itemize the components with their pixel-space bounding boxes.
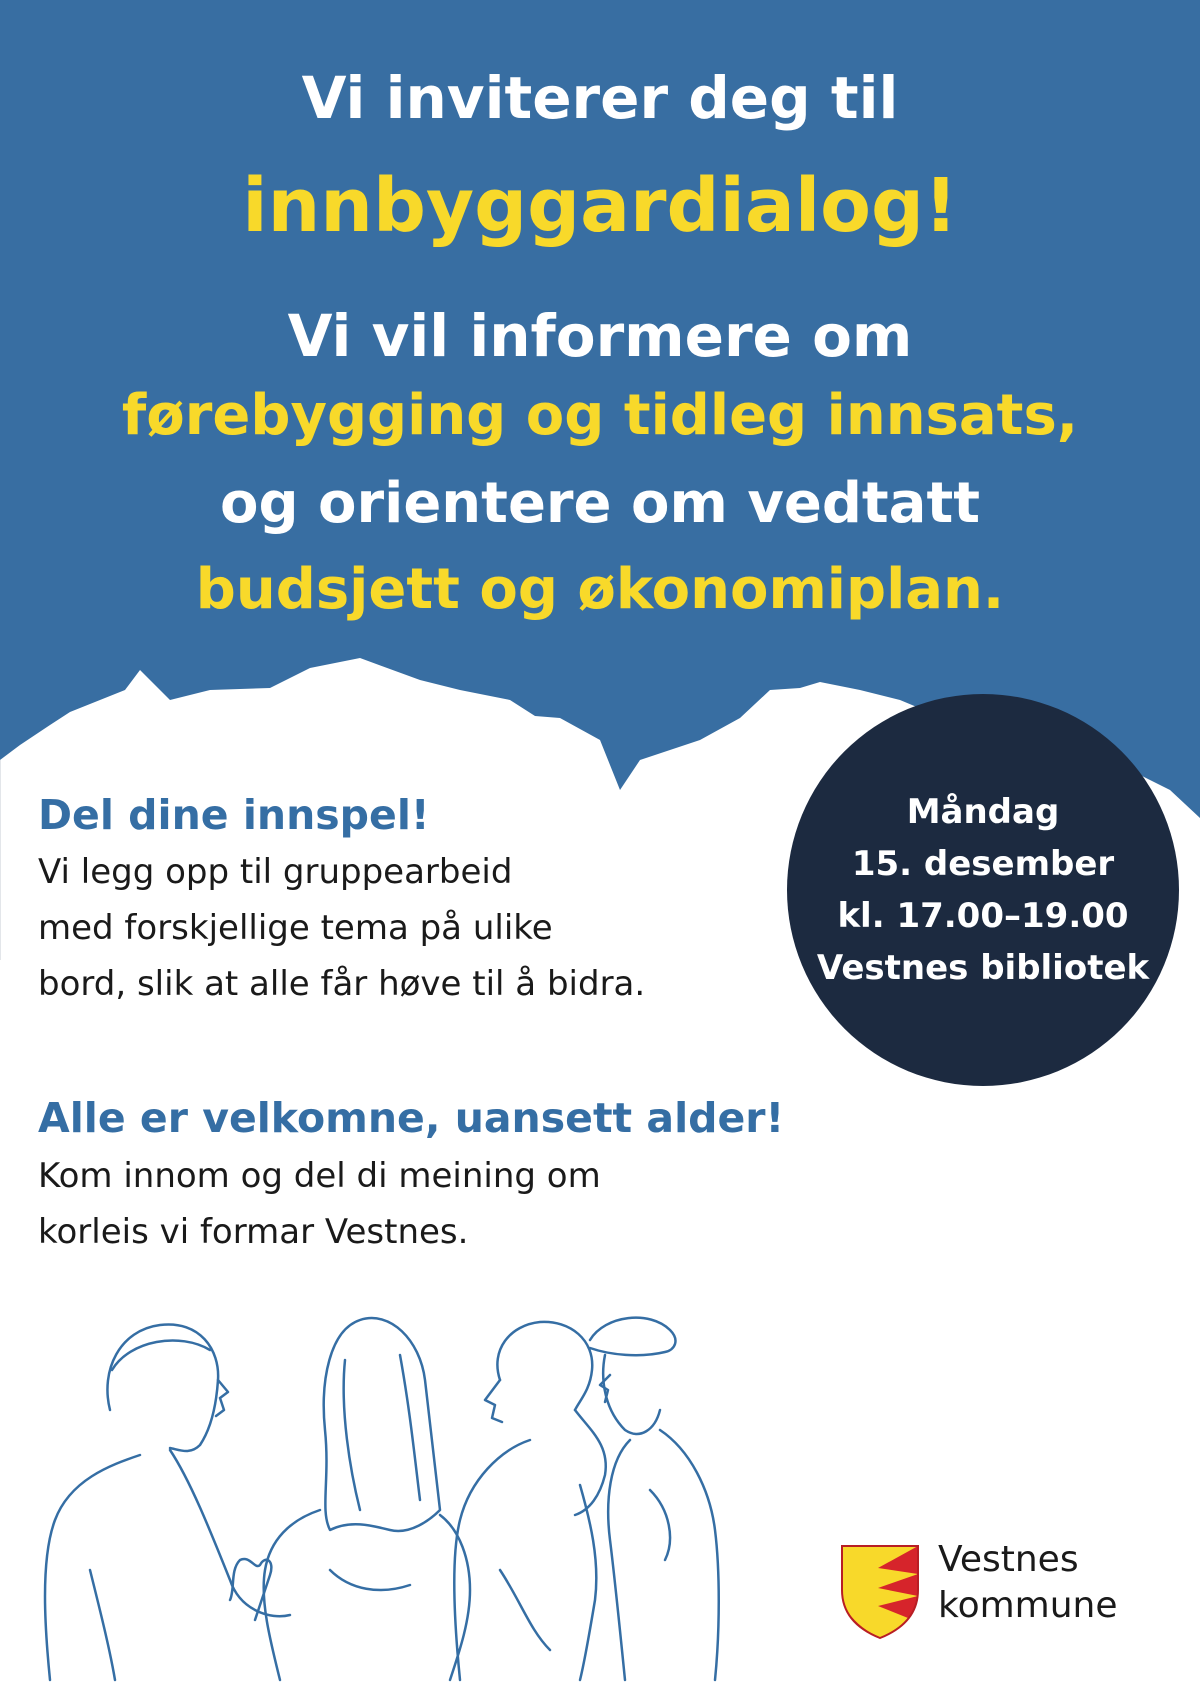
people-line-art-illustration (30, 1270, 750, 1690)
coat-of-arms-icon (838, 1542, 922, 1640)
body-line: med forskjellige tema på ulike (38, 908, 553, 948)
body-line: korleis vi formar Vestnes. (38, 1212, 469, 1252)
section-body-share-input (38, 844, 645, 1012)
event-day: Måndag (906, 792, 1060, 832)
section-body-all-welcome (38, 1148, 601, 1260)
headline-event-name: innbyggardialog! (242, 163, 958, 249)
section-heading-share-input: Del dine innspel! (38, 791, 430, 839)
headline-topic-1: førebygging og tidleg innsats, (121, 383, 1079, 448)
event-details-badge (787, 694, 1179, 1086)
logo-name: Vestnes (938, 1539, 1079, 1580)
headline-inform: Vi vil informere om (287, 302, 913, 370)
event-time: kl. 17.00–19.00 (837, 896, 1129, 936)
body-line: bord, slik at alle får høve til å bidra. (38, 964, 646, 1004)
event-location: Vestnes bibliotek (816, 948, 1150, 988)
body-line: Vi legg opp til gruppearbeid (38, 852, 513, 892)
event-date: 15. desember (851, 844, 1115, 884)
logo-wordmark (938, 1537, 1118, 1629)
logo-subtitle: kommune (938, 1585, 1118, 1626)
section-heading-all-welcome: Alle er velkomne, uansett alder! (38, 1094, 785, 1142)
headline-intro: Vi inviterer deg til (301, 64, 899, 132)
headline-topic-2: budsjett og økonomiplan. (195, 557, 1005, 622)
municipality-logo (838, 1537, 1158, 1647)
body-line: Kom innom og del di meining om (38, 1156, 601, 1196)
headline-orient: og orientere om vedtatt (219, 471, 981, 536)
